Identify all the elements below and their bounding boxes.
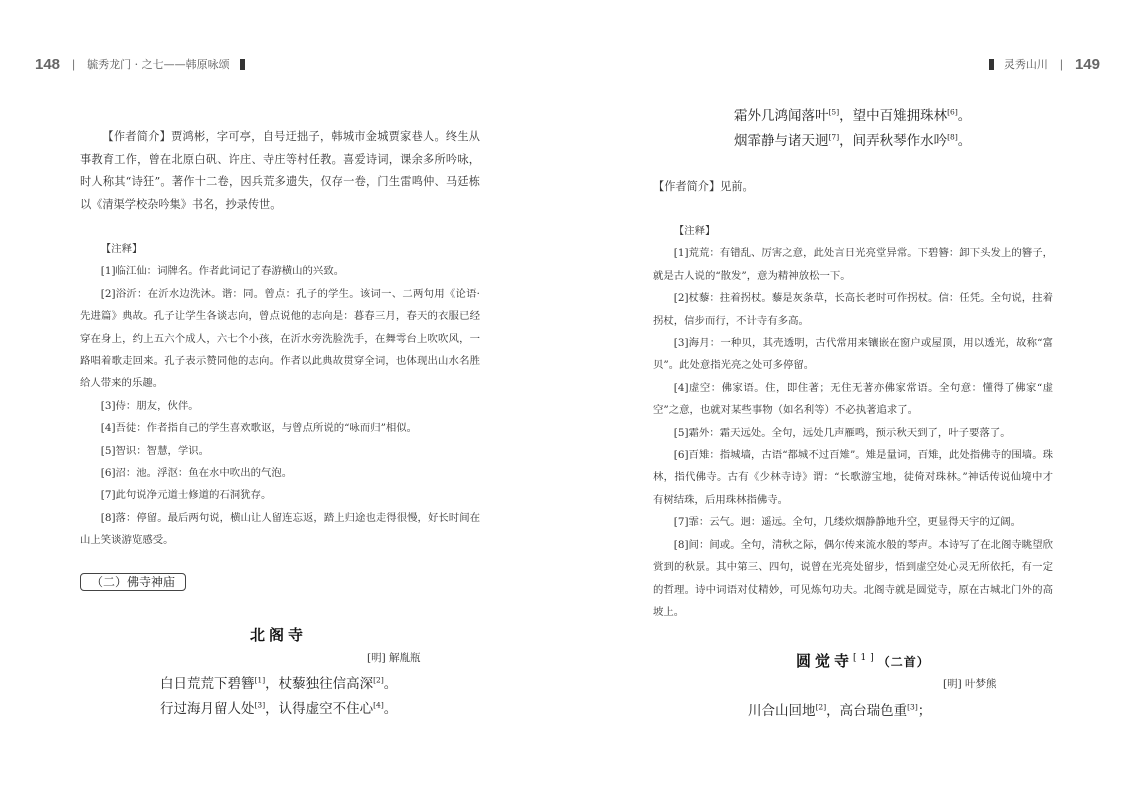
notes-heading: 【注释】 bbox=[673, 225, 716, 237]
note-item: [3]侍：朋友，伙伴。 bbox=[100, 399, 199, 412]
poem2-title-text: 圆觉寺 bbox=[796, 652, 854, 670]
note-item: [1]荒荒：有错乱、厉害之意，此处言日光亮堂异常。下碧簪：卸下头发上的簪子，就是古人说的“散发”，意为精神放松一下。 bbox=[653, 247, 1053, 282]
header-separator: | bbox=[72, 57, 76, 71]
note-item: [7]此句说净元道士修道的石洞犹存。 bbox=[100, 489, 272, 502]
note-item: [7]霏：云气。迥：遥远。全句，几缕炊烟静静地升空，更显得天宇的辽阔。 bbox=[673, 516, 1022, 529]
note-item: [2]杖藜：拄着拐杖。藜是灰条草，长高长老时可作拐杖。信：任凭。全句说，拄着拐杖，信步而行，不计寺有多高。 bbox=[653, 292, 1053, 327]
poem2-subtitle: （二首） bbox=[877, 655, 930, 669]
poem-text: 烟霏静与诸天迥 bbox=[734, 133, 829, 149]
poem2-author: [明] 叶梦熊 bbox=[943, 678, 997, 690]
note-item: [8]落：停留。最后两句说，横山让人留连忘返，踏上归途也走得很慢，好长时间在山上笑谈游览感受。 bbox=[80, 511, 480, 547]
footnote-ref: [4] bbox=[373, 700, 384, 710]
note-item: [5]霜外：霜天远处。全句，远处几声雁鸣，预示秋天到了，叶子要落了。 bbox=[673, 426, 1011, 439]
note-item: [1]临江仙：词牌名。作者此词记了春游横山的兴致。 bbox=[100, 265, 345, 278]
note-item: [3]海月：一种贝，其壳透明，古代常用来镶嵌在窗户或屋顶，用以透光，故称“富贝”。此处意指光亮之处可多停留。 bbox=[653, 337, 1053, 372]
footnote-ref: [2] bbox=[815, 702, 827, 712]
running-head-left: 毓秀龙门 · 之七——韩原咏颂 bbox=[87, 58, 230, 71]
poem-text: ，高台瑞色重 bbox=[826, 703, 908, 719]
poem-text: 。 bbox=[957, 108, 972, 124]
footnote-ref: [5] bbox=[828, 107, 840, 117]
poem-text: 行过海月留人处 bbox=[160, 701, 255, 717]
note-item: [8]间：间或。全句，清秋之际，偶尔传来流水般的琴声。本诗写了在北阁寺眺望欣赏到的秋景。其中第三、四句，说曾在光亮处留步，悟到虚空处心灵无所依托，有一定的哲理。诗中词语对仗精妙，可见炼句功夫。北阁寺就是圆觉寺，原在古城北门外的高坡上。 bbox=[653, 538, 1053, 618]
notes-left bbox=[80, 238, 480, 552]
footnote-ref: [8] bbox=[947, 132, 958, 142]
poem-text: 川合山回地 bbox=[748, 703, 816, 719]
poem-text: 。 bbox=[957, 133, 972, 149]
notes-heading: 【注释】 bbox=[100, 243, 143, 255]
note-item: [2]浴沂：在沂水边洗沐。谐：同。曾点：孔子的学生。该词一、二两句用《论语·先进篇》典故。孔子让学生各谈志向，曾点说他的志向是：暮春三月，春天的衣服已经穿在身上，约上五六个成人，六七个小孩，在沂水旁洗脸洗手，在舞雩台上吹吹风，一路唱着歌走回来。孔子表示赞同他的志向。作者以此典故贯穿全词，也体现出山水名胜给人带来的乐趣。 bbox=[80, 287, 480, 390]
footnote-ref: [1] bbox=[853, 653, 878, 663]
footnote-ref: [1] bbox=[254, 675, 266, 685]
notes-right bbox=[653, 220, 1053, 623]
footnote-ref: [3] bbox=[907, 702, 918, 712]
footnote-ref: [3] bbox=[254, 700, 266, 710]
poem-text: ； bbox=[917, 703, 932, 719]
header-block-mark bbox=[989, 59, 994, 70]
poem-text: ，杖藜独往信高深 bbox=[265, 676, 374, 692]
footnote-ref: [6] bbox=[947, 107, 958, 117]
note-item: [5]智识：智慧，学识。 bbox=[100, 444, 210, 457]
poem2-title bbox=[796, 650, 930, 671]
running-head-right: 灵秀山川 bbox=[1003, 58, 1048, 71]
right-header bbox=[979, 52, 1100, 76]
left-page bbox=[0, 0, 566, 799]
author-intro-right: 【作者简介】见前。 bbox=[653, 180, 754, 193]
poem-text: ，间弄秋琴作水吟 bbox=[839, 133, 948, 149]
author-intro-left bbox=[80, 126, 480, 216]
right-page bbox=[566, 0, 1133, 799]
section-label: （二）佛寺神庙 bbox=[80, 573, 186, 591]
poem-text: ，望中百雉拥珠林 bbox=[839, 108, 948, 124]
poem-line bbox=[160, 697, 397, 717]
header-block-mark bbox=[240, 59, 245, 70]
poem-author: [明] 解胤瓶 bbox=[367, 652, 421, 664]
left-header bbox=[35, 52, 255, 76]
note-item: [6]百雉：指城墙，古语“都城不过百雉”。雉是量词，百雉，此处指佛寺的围墙。珠林，指代佛寺。古有《少林寺诗》谓：“长歌游宝地，徒倚对珠林。”神话传说仙境中才有树结珠，后用珠林指佛寺。 bbox=[653, 449, 1053, 506]
poem-line bbox=[160, 672, 397, 692]
page-number-right: 149 bbox=[1074, 55, 1100, 73]
footnote-ref: [7] bbox=[828, 132, 840, 142]
author-intro-text: 【作者简介】贾鸿彬，字可亭，自号迂拙子，韩城市金城贾家巷人。终生从事教育工作，曾在北原白矾、许庄、寺庄等村任教。喜爱诗词，课余多所吟咏，时人称其“诗狂”。著作十二卷，因兵荒多遗失，仅存一卷，门生雷鸣仲、马廷栋以《清渠学校杂吟集》书名，抄录传世。 bbox=[80, 130, 480, 211]
poem-text: 霜外几鸿闻落叶 bbox=[734, 108, 829, 124]
poem-text: 白日荒荒下碧簪 bbox=[160, 676, 255, 692]
note-item: [6]沼：池。浮沤：鱼在水中吹出的气泡。 bbox=[100, 467, 293, 480]
poem-line bbox=[734, 129, 971, 149]
poem-line bbox=[748, 699, 931, 719]
note-item: [4]虚空：佛家语。住，即住著；无住无著亦佛家常语。全句意：懂得了佛家“虚空”之意，也就对某些事物（如名利等）不必执著追求了。 bbox=[653, 381, 1053, 417]
poem-text: 。 bbox=[383, 701, 398, 717]
page-number-left: 148 bbox=[35, 55, 61, 73]
note-item: [4]吾徒：作者指自己的学生喜欢歌讴，与曾点所说的“咏而归”相似。 bbox=[100, 422, 418, 435]
footnote-ref: [2] bbox=[373, 675, 384, 685]
poem-title: 北阁寺 bbox=[250, 626, 308, 644]
poem-line bbox=[734, 104, 971, 124]
poem-text: 。 bbox=[383, 676, 398, 692]
header-separator: | bbox=[1059, 57, 1063, 71]
poem-text: ，认得虚空不住心 bbox=[265, 701, 374, 717]
